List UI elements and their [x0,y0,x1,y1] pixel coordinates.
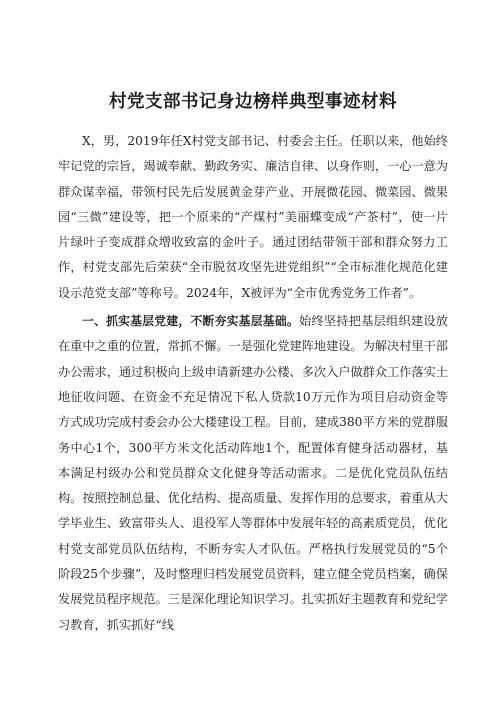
paragraph-party-building [58,309,448,638]
paragraph-party-building-text: 始终坚持把基层组织建设放在重中之重的位置，常抓不懈。一是强化党建阵地建设。为解决村里干部办公需求，通过积极向上级申请新建办公楼、多次入户做群众工作落实土地征收问题、在资金不充足情况下私人贷款10万元作为项目启动资金等方式成功完成村委会办公大楼建设工程。目前，建成380平方米的党群服务中心1个，300平方米文化活动阵地1个，配置体育健身活动器材，基本满足村级办公和党员群众文化健身等活动需求。二是优化党员队伍结构。按照控制总量、优化结构、提高质量、发挥作用的总要求，着重从大学毕业生、致富带头人、退役军人等群体中发展年轻的高素质党员，优化村党支部党员队伍结构，不断夯实人才队伍。严格执行发展党员的“5个阶段25个步骤”，及时整理归档发展党员资料，建立健全党员档案，确保发展党员程序规范。三是深化理论知识学习。扎实抓好主题教育和党纪学习教育，抓实抓好“线 [58,314,448,632]
section-heading: 一、抓实基层党建，不断夯实基层基础。 [82,314,299,329]
paragraph-intro [58,129,448,306]
paragraph-intro-text: X，男，2019年任X村党支部书记、村委会主任。任职以来，他始终牢记党的宗旨，竭诚奉献、勤政务实、廉洁自律、以身作则，一心一意为群众谋幸福，带领村民先后发展黄金芽产业、开展微花园、微菜园、微果园“三微”建设等，把一个原来的“产煤村”美丽蝶变成“产茶村”，使一片片绿叶子变成群众增收致富的金叶子。通过团结带领干部和群众努力工作，村党支部先后荣获“全市脱贫攻坚先进党组织”“全市标准化规范化建设示范党支部”等称号。2024年，X被评为“全市优秀党务工作者”。 [58,134,448,300]
document-title: 村党支部书记身边榜样典型事迹材料 [109,92,397,112]
